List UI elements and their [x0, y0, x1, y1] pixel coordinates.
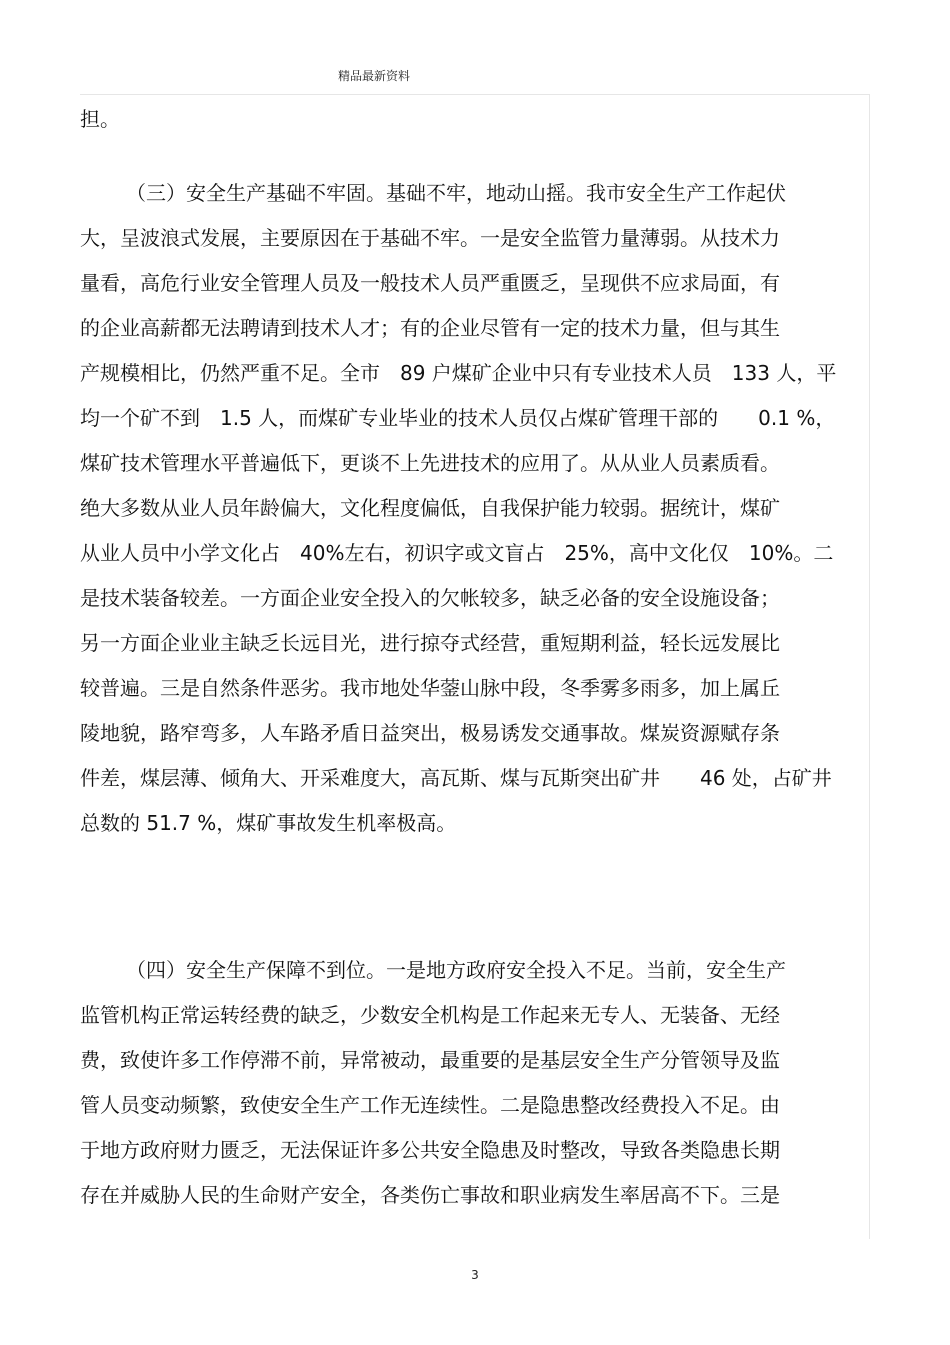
body-line: 均一个矿不到 1.5 人，而煤矿专业毕业的技术人员仅占煤矿管理干部的 0.1 %， — [80, 406, 836, 430]
body-line: 总数的 51.7 %，煤矿事故发生机率极高。 — [80, 811, 457, 835]
header-rule — [80, 94, 870, 95]
body-line: 另一方面企业业主缺乏长远目光，进行掠夺式经营，重短期利益，轻长远发展比 — [80, 631, 780, 655]
body-line: 存在并威胁人民的生命财产安全，各类伤亡事故和职业病发生率居高不下。三是 — [80, 1183, 780, 1207]
body-line: 是技术装备较差。一方面企业安全投入的欠帐较多，缺乏必备的安全设施设备； — [80, 586, 780, 610]
paragraph-heading-line: （三）安全生产基础不牢固。基础不牢，地动山摇。我市安全生产工作起伏 — [126, 181, 786, 205]
right-margin-rule — [869, 94, 870, 1239]
body-line: 监管机构正常运转经费的缺乏，少数安全机构是工作起来无专人、无装备、无经 — [80, 1003, 780, 1027]
paragraph-heading-line: （四）安全生产保障不到位。一是地方政府安全投入不足。当前，安全生产 — [126, 958, 786, 982]
body-line: 大，呈波浪式发展，主要原因在于基础不牢。一是安全监管力量薄弱。从技术力 — [80, 226, 780, 250]
body-line: 绝大多数从业人员年龄偏大，文化程度偏低，自我保护能力较弱。据统计，煤矿 — [80, 496, 780, 520]
body-line: 担。 — [80, 107, 120, 131]
body-line: 陵地貌，路窄弯多，人车路矛盾日益突出，极易诱发交通事故。煤炭资源赋存条 — [80, 721, 780, 745]
body-line: 煤矿技术管理水平普遍低下，更谈不上先进技术的应用了。从从业人员素质看。 — [80, 451, 780, 475]
page-number: 3 — [471, 1268, 479, 1282]
body-line: 管人员变动频繁，致使安全生产工作无连续性。二是隐患整改经费投入不足。由 — [80, 1093, 780, 1117]
header-label: 精品最新资料 — [338, 69, 411, 83]
body-line: 量看，高危行业安全管理人员及一般技术人员严重匮乏，呈现供不应求局面，有 — [80, 271, 780, 295]
body-line: 件差，煤层薄、倾角大、开采难度大，高瓦斯、煤与瓦斯突出矿井 46 处，占矿井 — [80, 766, 832, 790]
body-line: 于地方政府财力匮乏，无法保证许多公共安全隐患及时整改，导致各类隐患长期 — [80, 1138, 780, 1162]
body-line: 从业人员中小学文化占 40%左右，初识字或文盲占 25%，高中文化仅 10%。二 — [80, 541, 834, 565]
body-line: 费，致使许多工作停滞不前，异常被动，最重要的是基层安全生产分管领导及监 — [80, 1048, 780, 1072]
body-line: 产规模相比，仍然严重不足。全市 89 户煤矿企业中只有专业技术人员 133 人，平 — [80, 361, 837, 385]
body-line: 的企业高薪都无法聘请到技术人才；有的企业尽管有一定的技术力量，但与其生 — [80, 316, 780, 340]
body-line: 较普遍。三是自然条件恶劣。我市地处华蓥山脉中段，冬季雾多雨多，加上属丘 — [80, 676, 780, 700]
